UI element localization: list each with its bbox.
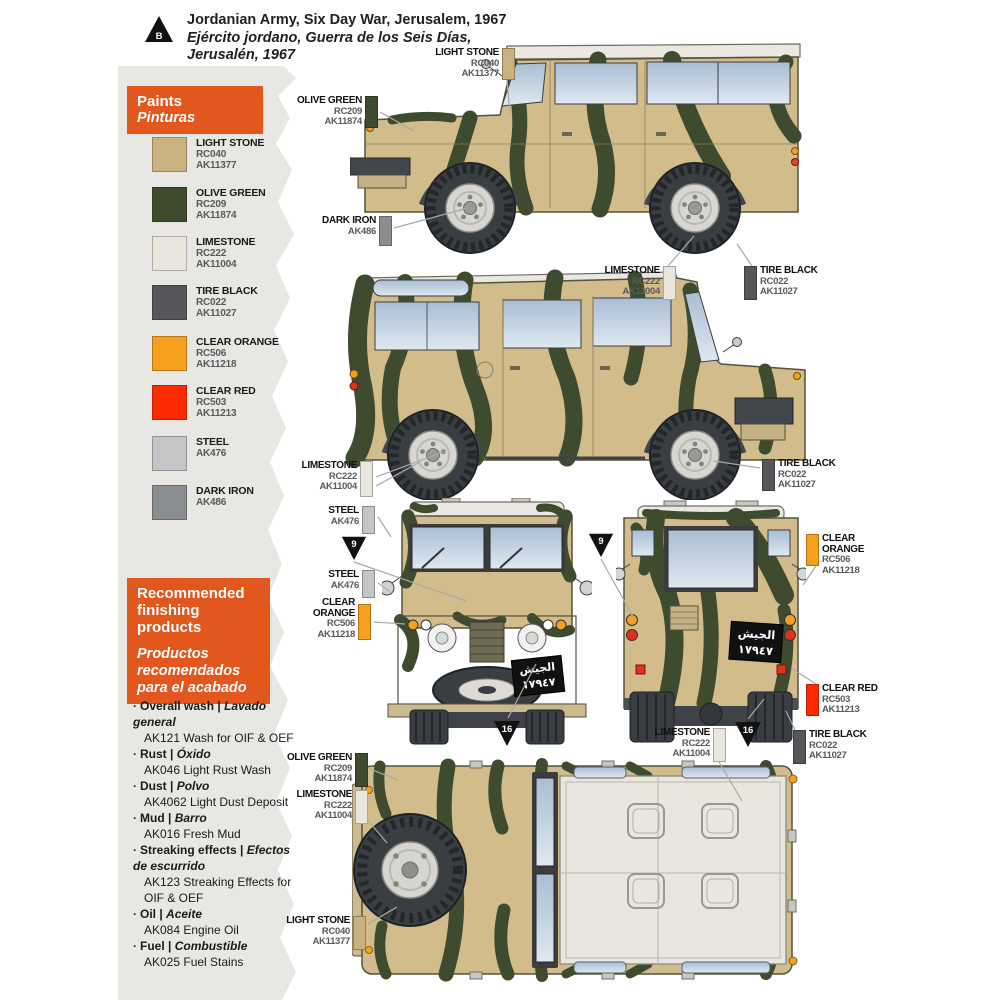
paint-callout-clear-orange: CLEAR ORANGE RC506 AK11218 — [806, 534, 898, 576]
title-line-es-2: Jerusalén, 1967 — [187, 47, 296, 63]
list-item: · Streaking effects | Efectos de escurrido AK123 Streaking Effects for OIF & OEF — [133, 843, 292, 905]
paint-callout-clear-red: CLEAR RED RC503 AK11213 — [806, 684, 898, 716]
paint-callout-olive-green: OLIVE GREEN RC209 AK11874 — [288, 96, 378, 128]
paint-callout-tire-black: TIRE BLACK RC022 AK11027 — [762, 459, 858, 491]
paint-callout-light-stone: LIGHT STONE RC040 AK11377 — [276, 916, 366, 950]
paint-callout-limestone: LIMESTONE RC222 AK11004 — [280, 790, 368, 824]
color-swatch-bar — [353, 916, 366, 950]
paint-callout-light-stone: LIGHT STONE RC040 AK11377 — [425, 48, 515, 80]
paint-item-dark-iron: DARK IRON AK486 — [152, 485, 302, 520]
list-item: · Mud | Barro AK016 Fresh Mud — [133, 811, 241, 841]
paint-item-olive-green: OLIVE GREEN RC209 AK11874 — [152, 187, 302, 222]
svg-text:16: 16 — [501, 724, 513, 735]
paint-swatch — [152, 187, 187, 222]
color-swatch-bar — [358, 604, 371, 640]
paint-callout-limestone: LIMESTONE RC222 AK11004 — [638, 728, 726, 762]
color-swatch-bar — [379, 216, 392, 246]
plate-text-arabic: الجيش — [737, 625, 776, 643]
color-swatch-bar — [806, 534, 819, 566]
paints-header — [127, 86, 263, 134]
vehicle-rear-view — [616, 500, 806, 745]
paint-swatch — [152, 137, 187, 172]
vehicle-side-view-b — [345, 268, 815, 500]
paint-swatch — [152, 236, 187, 271]
color-swatch-bar — [502, 48, 515, 80]
paint-item-clear-red: CLEAR RED RC503 AK11213 — [152, 385, 302, 420]
paint-callout-limestone: LIMESTONE RC222 AK11004 — [283, 461, 373, 497]
color-swatch-bar — [355, 790, 368, 824]
paint-callout-olive-green: OLIVE GREEN RC209 AK11874 — [280, 753, 368, 787]
color-swatch-bar — [362, 506, 375, 534]
color-swatch-bar — [360, 461, 373, 497]
paint-callout-limestone: LIMESTONE RC222 AK11004 — [582, 266, 676, 300]
scheme-marker-b-label: B — [155, 31, 163, 42]
paint-callout-steel: STEEL AK476 — [296, 506, 375, 534]
finishing-products-header — [127, 578, 270, 704]
color-swatch-bar — [713, 728, 726, 762]
color-swatch-bar — [355, 753, 368, 787]
paint-callout-tire-black: TIRE BLACK RC022 AK11027 — [744, 266, 839, 300]
paints-header-en: Paints — [137, 93, 183, 110]
scheme-marker-b — [144, 14, 174, 46]
paint-item-tire-black: TIRE BLACK RC022 AK11027 — [152, 285, 302, 320]
svg-text:16: 16 — [742, 725, 754, 736]
vehicle-front-view — [382, 498, 592, 746]
front-license-plate — [511, 655, 564, 696]
title-line-es-1: Ejército jordano, Guerra de los Seis Días, — [187, 29, 472, 46]
paint-callout-clear-orange: CLEAR ORANGE RC506 AK11218 — [288, 598, 371, 640]
finishing-header-es: Productos recomendados para el acabado — [137, 646, 247, 696]
list-item: · Fuel | Combustible AK025 Fuel Stains — [133, 939, 248, 969]
step-marker-16 — [492, 718, 522, 748]
list-item: · Oil | Aceite AK084 Engine Oil — [133, 907, 239, 937]
finishing-header-en: Recommended finishing products — [137, 585, 245, 636]
paint-callout-steel: STEEL AK476 — [296, 570, 375, 598]
title-line-en: Jordanian Army, Six Day War, Jerusalem, 1967 — [187, 12, 507, 28]
color-swatch-bar — [365, 96, 378, 128]
paint-callout-tire-black: TIRE BLACK RC022 AK11027 — [793, 730, 889, 764]
paint-swatch — [152, 436, 187, 471]
step-marker-9 — [587, 531, 615, 559]
color-swatch-bar — [793, 730, 806, 764]
svg-text:9: 9 — [351, 539, 357, 550]
svg-text:9: 9 — [598, 536, 604, 547]
plate-text-arabic: الجيش — [518, 660, 556, 677]
rear-license-plate — [729, 621, 784, 663]
step-marker-9 — [340, 534, 368, 562]
paint-callout-dark-iron: DARK IRON AK486 — [300, 216, 392, 246]
step-marker-16 — [733, 719, 763, 749]
list-item: · Rust | Óxido AK046 Light Rust Wash — [133, 747, 271, 777]
color-swatch-bar — [362, 570, 375, 598]
list-item: · Overall wash | Lavado general AK121 Wash for OIF & OEF — [133, 699, 294, 745]
color-swatch-bar — [663, 266, 676, 300]
list-item: · Dust | Polvo AK4062 Light Dust Deposit — [133, 779, 289, 809]
color-swatch-bar — [744, 266, 757, 300]
paint-item-steel: STEEL AK476 — [152, 436, 302, 471]
plate-number-arabic: ١٧٩٤٧ — [737, 641, 774, 659]
color-swatch-bar — [806, 684, 819, 716]
paint-item-limestone: LIMESTONE RC222 AK11004 — [152, 236, 302, 271]
vehicle-top-view — [352, 750, 802, 990]
paint-swatch — [152, 485, 187, 520]
vehicle-side-view-a — [350, 36, 805, 256]
color-swatch-bar — [762, 459, 775, 491]
paint-item-clear-orange: CLEAR ORANGE RC506 AK11218 — [152, 336, 302, 371]
paint-item-light-stone: LIGHT STONE RC040 AK11377 — [152, 137, 302, 172]
plate-number-arabic: ١٧٩٤٧ — [521, 675, 557, 692]
paints-header-es: Pinturas — [137, 110, 196, 126]
paint-swatch — [152, 336, 187, 371]
paint-swatch — [152, 385, 187, 420]
paint-swatch — [152, 285, 187, 320]
